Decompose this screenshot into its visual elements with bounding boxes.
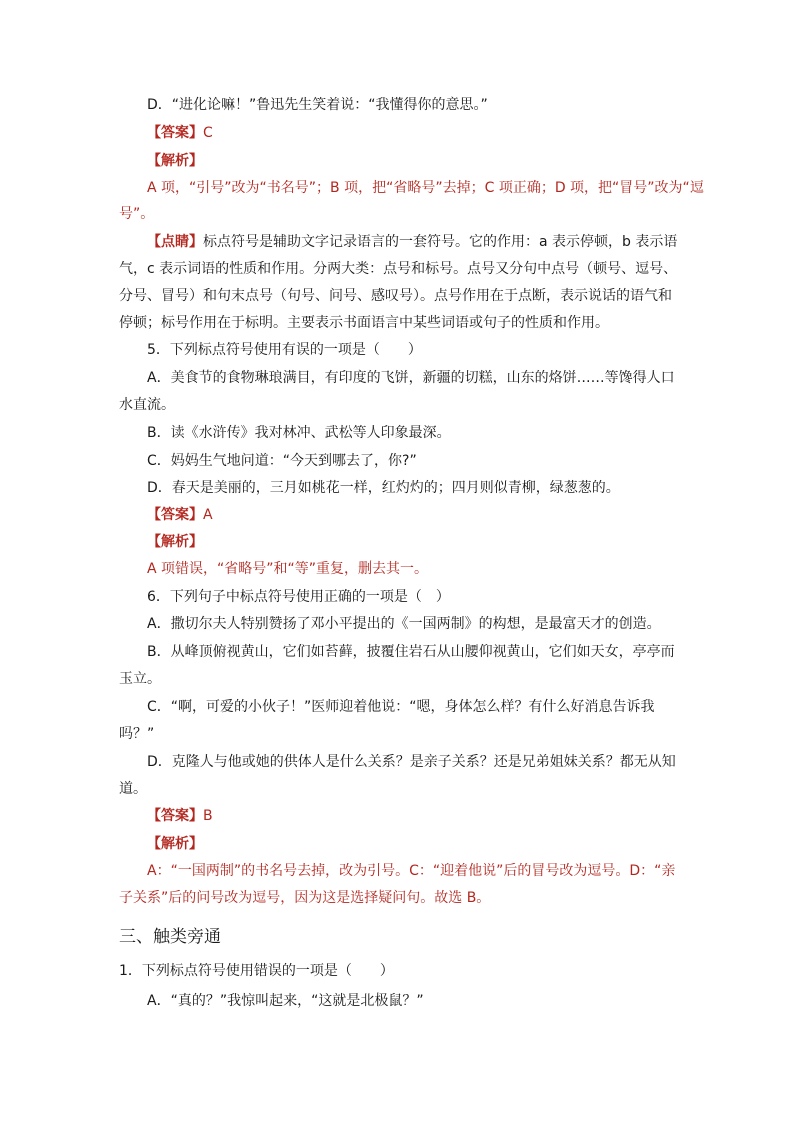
note-line-3: 分号、冒号）和句末点号（句号、问号、感叹号）。点号作用在于点断，表示说话的语气和 — [119, 288, 672, 304]
s3-q1-option-a: A．“真的？”我惊叫起来，“这就是北极鼠？” — [147, 993, 424, 1009]
q4-option-d: D．“进化论嘛！”鲁迅先生笑着说：“我懂得你的意思。” — [147, 97, 488, 113]
q6-option-b-line-2: 玉立。 — [119, 671, 161, 687]
q5-option-c: C．妈妈生气地问道：“今天到哪去了，你?” — [147, 453, 417, 469]
q5-answer: 【答案】A — [147, 507, 213, 523]
q4-answer — [147, 123, 213, 143]
answer-value: C — [203, 125, 213, 141]
q6-option-c-line-2: 吗？” — [119, 726, 155, 742]
q4-analysis-line-1: A 项，“引号”改为“书名号”；B 项，把“省略号”去掉；C 项正确；D 项，把“冒号”改为“逗 — [147, 180, 704, 196]
note-line-2: 气，c 表示词语的性质和作用。分两大类：点号和标号。点号又分句中点号（顿号、逗号、 — [119, 261, 678, 277]
q5-option-a-line-2: 水直流。 — [119, 397, 175, 413]
q6-analysis-line-2: 子关系”后的问号改为逗号，因为这是选择疑问句。故选 B。 — [119, 890, 491, 906]
s3-q1-stem: 1．下列标点符号使用错误的一项是（ ） — [119, 963, 394, 979]
q5-stem: 5．下列标点符号使用有误的一项是（ ） — [147, 342, 422, 358]
q5-option-a-line-1: A．美食节的食物琳琅满目，有印度的飞饼，新疆的切糕，山东的烙饼……等馋得人口 — [147, 370, 675, 386]
q6-option-d-line-2: 道。 — [119, 781, 147, 797]
q5-option-d: D．春天是美丽的，三月如桃花一样，红灼灼的；四月则似青柳，绿葱葱的。 — [147, 480, 620, 496]
answer-tag: 【答案】 — [147, 125, 203, 141]
q4-analysis-line-2: 号”。 — [119, 206, 155, 222]
q4-analysis-tag: 【解析】 — [147, 153, 203, 169]
q6-option-d-line-1: D．克隆人与他或她的供体人是什么关系？是亲子关系？还是兄弟姐妹关系？都无从知 — [147, 754, 676, 770]
q6-analysis-tag: 【解析】 — [147, 836, 203, 852]
q6-option-b-line-1: B．从峰顶俯视黄山，它们如苔藓，披覆住岩石从山腰仰视黄山，它们如天女，亭亭而 — [147, 644, 675, 660]
note-tag: 【点睛】 — [147, 234, 203, 250]
q6-stem: 6．下列句子中标点符号使用正确的一项是（ ） — [147, 589, 450, 605]
q5-option-b: B．读《水浒传》我对林冲、武松等人印象最深。 — [147, 425, 451, 441]
note-line-4: 停顿；标号作用在于标明。主要表示书面语言中某些词语或句子的性质和作用。 — [119, 315, 609, 331]
q6-option-a: A．撒切尔夫人特别赞扬了邓小平提出的《一国两制》的构想，是最富天才的创造。 — [147, 616, 661, 632]
q6-answer: 【答案】B — [147, 808, 213, 824]
q6-option-c-line-1: C．“啊，可爱的小伙子！”医师迎着他说：“嗯，身体怎么样？有什么好消息告诉我 — [147, 699, 655, 715]
q5-analysis: A 项错误，“省略号”和“等”重复，删去其一。 — [147, 561, 429, 577]
q5-analysis-tag: 【解析】 — [147, 534, 203, 550]
section-heading: 三、触类旁通 — [119, 927, 221, 947]
note-line-1: 【点睛】标点符号是辅助文字记录语言的一套符号。它的作用：a 表示停顿，b 表示语 — [147, 234, 678, 250]
q6-analysis-line-1: A：“一国两制”的书名号去掉，改为引号。C：“迎着他说”后的冒号改为逗号。D：“亲 — [147, 863, 676, 879]
